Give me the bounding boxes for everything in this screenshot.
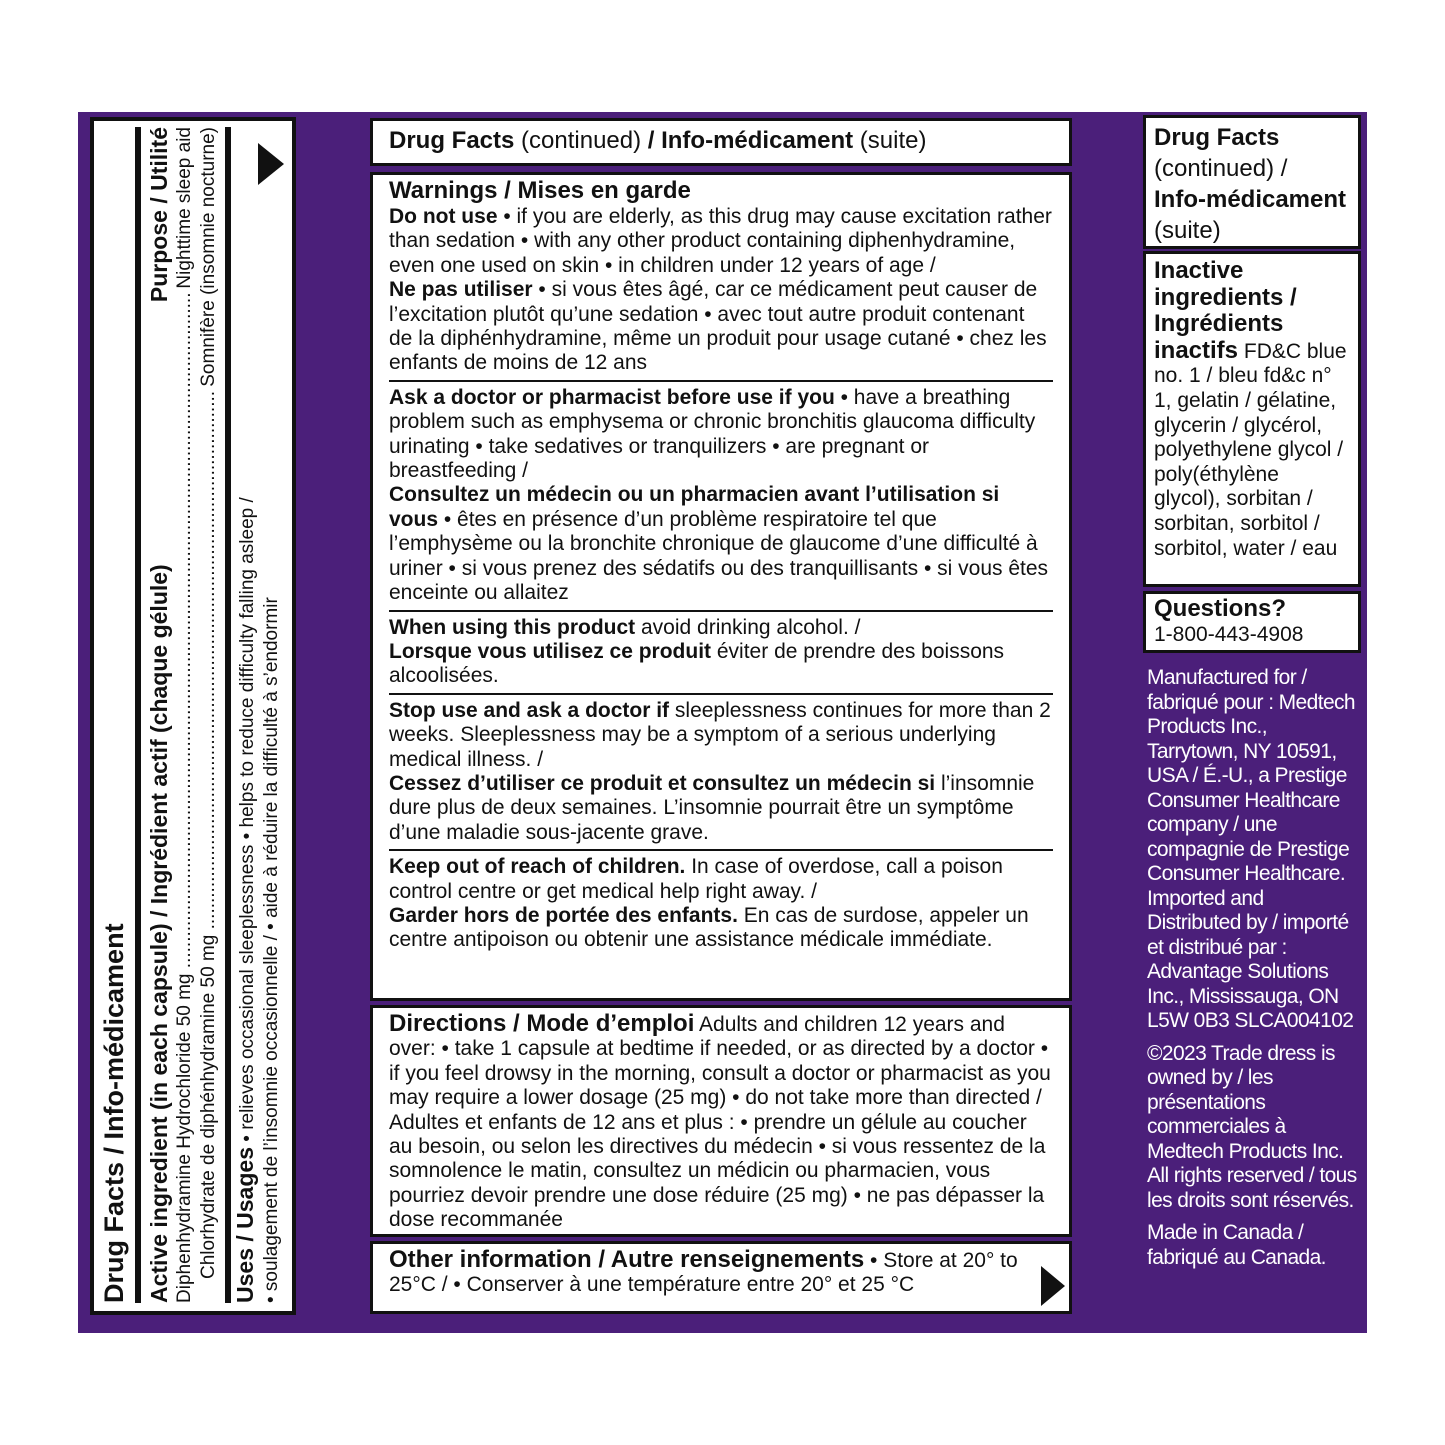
right-drug-facts: Drug Facts xyxy=(1154,124,1280,151)
uses-title: Uses / Usages xyxy=(232,1147,258,1303)
stop-use-section xyxy=(389,699,1053,845)
do-not-use-section xyxy=(389,205,1053,376)
ask-doctor-text: • have a breathing problem such as emphysema or chronic bronchitis glaucoma difficulty urinating • take sedatives or tranquilizers • are pregnant or breastfeeding / xyxy=(389,385,1036,483)
ask-doctor-label: Ask a doctor or pharmacist before use if you xyxy=(389,385,835,409)
cessez-text: l’insomnie dure plus de deux semaines. L’insomnie pourrait être un symptôme d’une maladie sous-jacente grave. xyxy=(389,771,1035,844)
lorsque-text: éviter de prendre des boissons alcoolisées. xyxy=(389,639,1005,688)
garder-text: En cas de surdose, appeler un centre antipoison ou obtenir une assistance médicale immédiate. xyxy=(389,903,1029,952)
questions-title: Questions? xyxy=(1154,595,1287,622)
inactive-ingredients-text: FD&C blue no. 1 / bleu fd&c n° 1, gelatin / gélatine, glycerin / glycérol, polyethylene glycol / poly(éthylène glycol), sorbitan / sorbitan, sorbitol / sorbitol, water / eau xyxy=(1154,339,1347,560)
when-using-text: avoid drinking alcohol. / xyxy=(635,615,861,639)
ingredient-en: Diphenhydramine Hydrochloride 50 mg ..... xyxy=(173,293,197,1303)
right-info-medicament: Info-médicament xyxy=(1154,186,1347,213)
right-suite: (suite) xyxy=(1154,217,1221,244)
inactive-ingredients-box xyxy=(1143,251,1361,587)
continued-header-box xyxy=(370,118,1072,166)
keep-out-label: Keep out of reach of children. xyxy=(389,855,686,879)
inactive-ingredients-title: Inactive ingredients / Ingrédients inactifs xyxy=(1154,257,1297,364)
header-suite: (suite) xyxy=(853,127,927,154)
drug-facts-continued-panel xyxy=(364,115,1078,1316)
do-not-use-label: Do not use xyxy=(389,205,498,228)
continue-arrow-icon xyxy=(1041,1266,1065,1306)
divider xyxy=(389,610,1053,612)
ne-pas-utiliser-text: • si vous êtes âgé, car ce médicament peut causer de l’excitation plutôt qu’une sedation • avec tout autre produit contenant de la diphénhydramine, même un produit pour usage cutané • chez les enfants de moins de 12 ans xyxy=(389,278,1047,375)
keep-out-text: In case of overdose, call a poison control centre or get medical help right away. / xyxy=(389,855,1003,903)
active-ingredient-header-row xyxy=(145,127,173,1303)
ingredient-row-en xyxy=(173,127,197,1303)
other-information-box xyxy=(370,1241,1072,1314)
manufacturer-info xyxy=(1147,666,1359,1278)
stop-use-label: Stop use and ask a doctor if xyxy=(389,698,670,722)
divider xyxy=(389,380,1053,382)
made-in-canada-text: Made in Canada / fabriqué au Canada. xyxy=(1147,1221,1326,1269)
drug-facts-first-panel xyxy=(90,117,296,1315)
continued-header-right xyxy=(1143,115,1361,249)
uses-section xyxy=(225,127,284,1303)
warnings-title: Warnings / Mises en garde xyxy=(389,177,691,204)
warnings-box xyxy=(370,172,1072,1001)
stop-use-text: sleeplessness continues for more than 2 weeks. Sleeplessness may be a symptom of a serious underlying medical illness. / xyxy=(389,698,1051,771)
directions-title: Directions / Mode d’emploi xyxy=(389,1010,695,1037)
uses-line2: • soulagement de l’insomnie occasionnelle / • aide à réduire la difficulté à s’endormir xyxy=(261,597,282,1303)
header-drug-facts: Drug Facts xyxy=(389,127,515,154)
divider xyxy=(389,849,1053,851)
directions-text: Adults and children 12 years and over: • take 1 capsule at bedtime if needed, or as directed by a doctor • if you feel drowsy in the morning, consult a doctor or pharmacist as you may require a lower dosage (25 mg) • do not take more than directed / Adultes et enfants de 12 ans et plus : • prendre un gélule au coucher au besoin, ou selon les directives du médecin • si vous ressentez de la somnolence le matin, consultez un médicin ou pharmacien, vous pourriez devoir prendre une dose réduire (25 mg) • ne pas dépasser la dose recommanée xyxy=(389,1013,1051,1232)
ingredient-fr: Chlorhydrate de diphénhydramine 50 mg ..... xyxy=(197,391,221,1279)
questions-phone: 1-800-443-4908 xyxy=(1154,623,1304,646)
cessez-label: Cessez d’utiliser ce produit et consultez un médecin si xyxy=(389,771,936,795)
when-using-label: When using this product xyxy=(389,615,636,639)
other-information-text: • Store at 20° to 25°C / • Conserver à une température entre 20° et 25 °C xyxy=(389,1249,1018,1297)
consultez-text: • êtes en présence d’un problème respiratoire tel que l’emphysème ou la bronchite chronique de glaucome d’une difficulté à uriner • si vous prenez des sédatifs ou des tranquillisants • si vous êtes enceinte ou allaitez xyxy=(389,507,1049,605)
header-info-medicament: / Info-médicament xyxy=(647,127,854,154)
active-ingredient-header: Active ingredient (in each capsule) / Ingrédient actif (chaque gélule) xyxy=(146,564,172,1303)
divider xyxy=(389,693,1053,695)
right-continued: (continued) / xyxy=(1154,155,1288,182)
trade-dress-text: ©2023 Trade dress is owned by / les présentations commerciales à Medtech Products Inc. All rights reserved / tous les droits sont réservés. xyxy=(1147,1041,1357,1212)
questions-box xyxy=(1143,591,1361,653)
rotated-content xyxy=(94,121,292,1311)
lorsque-label: Lorsque vous utilisez ce produit xyxy=(389,639,712,663)
when-using-section xyxy=(389,616,1053,689)
header-continued: (continued) xyxy=(514,127,648,154)
purpose-en: Nighttime sleep aid xyxy=(174,127,195,289)
ne-pas-utiliser-label: Ne pas utiliser xyxy=(389,278,533,302)
uses-line1: • relieves occasional sleeplessness • helps to reduce difficulty falling asleep / xyxy=(237,497,258,1148)
manufacturer-text: Manufactured for / fabriqué pour : Medtech Products Inc., Tarrytown, NY 10591, USA / É.-U., a Prestige Consumer Healthcare company / une compagnie de Prestige Consumer Healthcare. Imported and Distributed by / importé et distribué par : Advantage Solutions Inc., Mississauga, ON L5W 0B3 SLCA004102 xyxy=(1147,666,1356,1032)
keep-out-section xyxy=(389,855,1053,953)
other-information-title: Other information / Autre renseignements xyxy=(389,1246,865,1273)
drug-facts-title: Drug Facts / Info-médicament xyxy=(96,127,141,1303)
ask-doctor-section xyxy=(389,386,1053,606)
ingredient-row-fr xyxy=(197,127,221,1303)
directions-box xyxy=(370,1005,1072,1237)
continue-arrow-icon xyxy=(258,143,284,185)
do-not-use-text: • if you are elderly, as this drug may cause excitation rather than sedation • with any other product containing diphenhydramine, even one used on skin • in children under 12 years of age / xyxy=(389,205,1052,277)
other-information-content xyxy=(389,1248,1053,1298)
purpose-fr: Somnifère (insomnie nocturne) xyxy=(198,127,219,387)
garder-label: Garder hors de portée des enfants. xyxy=(389,903,738,927)
purpose-header: Purpose / Utilité xyxy=(146,127,172,303)
consultez-label: Consultez un médecin ou un pharmacien avant l’utilisation si vous xyxy=(389,483,1000,531)
